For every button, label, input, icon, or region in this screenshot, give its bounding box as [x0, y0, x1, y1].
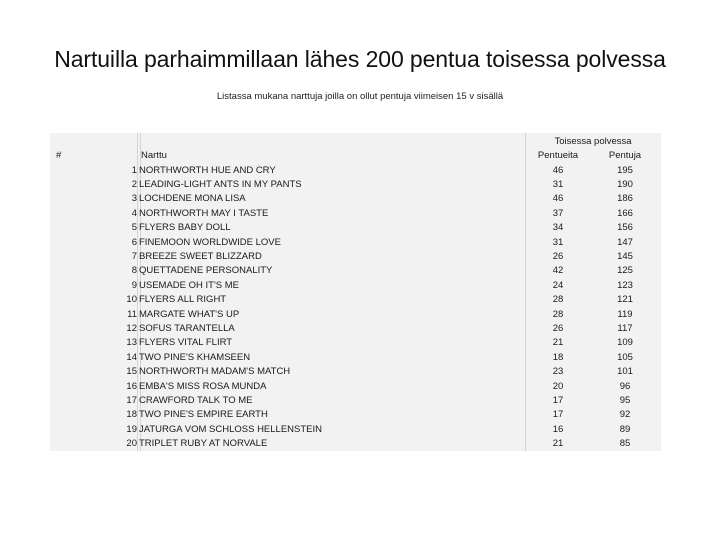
row-litters: 21 — [552, 438, 564, 450]
row-puppies: 105 — [617, 351, 633, 363]
row-name: TRIPLET RUBY AT NORVALE — [139, 438, 268, 450]
column-divider — [137, 133, 138, 451]
row-rank: 10 — [126, 294, 137, 306]
row-rank: 17 — [126, 394, 137, 406]
row-puppies: 101 — [617, 366, 633, 378]
row-rank: 20 — [126, 438, 137, 450]
row-name: MARGATE WHAT'S UP — [139, 308, 240, 320]
row-rank: 5 — [131, 222, 137, 234]
row-rank: 6 — [131, 236, 137, 248]
row-litters: 46 — [552, 164, 564, 176]
row-name: FINEMOON WORLDWIDE LOVE — [139, 236, 281, 248]
row-name: NORTHWORTH MADAM'S MATCH — [139, 366, 291, 378]
row-puppies: 166 — [617, 207, 633, 219]
row-puppies: 96 — [619, 380, 631, 392]
row-puppies: 92 — [619, 409, 631, 421]
row-puppies: 121 — [617, 294, 633, 306]
row-rank: 8 — [131, 265, 137, 277]
row-name: BREEZE SWEET BLIZZARD — [139, 250, 262, 262]
row-puppies: 145 — [617, 250, 633, 262]
row-rank: 2 — [131, 178, 137, 190]
row-puppies: 85 — [619, 438, 631, 450]
row-litters: 31 — [552, 178, 564, 190]
row-litters: 17 — [552, 394, 564, 406]
row-puppies: 190 — [617, 178, 633, 190]
row-rank: 7 — [131, 250, 137, 262]
header-hash: # — [56, 150, 62, 161]
header-puppies: Pentuja — [608, 150, 642, 161]
row-name: FLYERS BABY DOLL — [139, 222, 231, 234]
row-name: NORTHWORTH MAY I TASTE — [139, 207, 269, 219]
row-litters: 24 — [552, 279, 564, 291]
row-name: USEMADE OH IT'S ME — [139, 279, 239, 291]
row-puppies: 125 — [617, 265, 633, 277]
row-litters: 21 — [552, 337, 564, 349]
row-puppies: 117 — [617, 322, 633, 334]
row-rank: 1 — [131, 164, 137, 176]
row-litters: 20 — [552, 380, 564, 392]
row-puppies: 95 — [619, 394, 631, 406]
row-name: LEADING-LIGHT ANTS IN MY PANTS — [139, 178, 302, 190]
header-litters: Pentueita — [537, 150, 579, 161]
row-name: NORTHWORTH HUE AND CRY — [139, 164, 276, 176]
row-litters: 34 — [552, 222, 564, 234]
row-rank: 18 — [126, 409, 137, 421]
row-puppies: 123 — [617, 279, 633, 291]
row-litters: 28 — [552, 308, 564, 320]
slide-title: Nartuilla parhaimmillaan lähes 200 pentua toisessa polvessa — [54, 46, 666, 72]
row-rank: 3 — [131, 193, 137, 205]
row-puppies: 109 — [617, 337, 633, 349]
row-name: CRAWFORD TALK TO ME — [139, 394, 253, 406]
row-rank: 13 — [126, 337, 137, 349]
row-rank: 9 — [131, 279, 137, 291]
row-litters: 16 — [552, 423, 564, 435]
row-name: TWO PINE'S KHAMSEEN — [139, 351, 251, 363]
row-litters: 42 — [552, 265, 564, 277]
row-name: FLYERS VITAL FLIRT — [139, 337, 233, 349]
row-litters: 26 — [552, 250, 564, 262]
row-rank: 4 — [131, 207, 137, 219]
row-rank: 14 — [126, 351, 137, 363]
row-name: TWO PINE'S EMPIRE EARTH — [139, 409, 268, 421]
row-litters: 26 — [552, 322, 564, 334]
row-name: JATURGA VOM SCHLOSS HELLENSTEIN — [139, 423, 323, 435]
row-name: SOFUS TARANTELLA — [139, 322, 235, 334]
row-litters: 18 — [552, 351, 564, 363]
row-litters: 46 — [552, 193, 564, 205]
row-name: QUETTADENE PERSONALITY — [139, 265, 273, 277]
row-litters: 17 — [552, 409, 564, 421]
row-puppies: 89 — [619, 423, 631, 435]
row-puppies: 186 — [617, 193, 633, 205]
row-puppies: 147 — [617, 236, 633, 248]
row-litters: 23 — [552, 366, 564, 378]
row-puppies: 195 — [617, 164, 633, 176]
header-group: Toisessa polvessa — [554, 136, 632, 147]
slide-subtitle: Listassa mukana narttuja joilla on ollut pentuja viimeisen 15 v sisällä — [216, 91, 504, 102]
row-name: EMBA'S MISS ROSA MUNDA — [139, 380, 267, 392]
row-name: FLYERS ALL RIGHT — [139, 294, 227, 306]
row-puppies: 156 — [617, 222, 633, 234]
row-litters: 37 — [552, 207, 564, 219]
row-rank: 12 — [126, 322, 137, 334]
header-name: Narttu — [141, 150, 167, 161]
row-litters: 28 — [552, 294, 564, 306]
row-litters: 31 — [552, 236, 564, 248]
row-rank: 19 — [126, 423, 137, 435]
row-puppies: 119 — [617, 308, 633, 320]
row-rank: 16 — [126, 380, 137, 392]
row-name: LOCHDENE MONA LISA — [139, 193, 246, 205]
row-rank: 11 — [127, 308, 137, 320]
row-rank: 15 — [126, 366, 137, 378]
